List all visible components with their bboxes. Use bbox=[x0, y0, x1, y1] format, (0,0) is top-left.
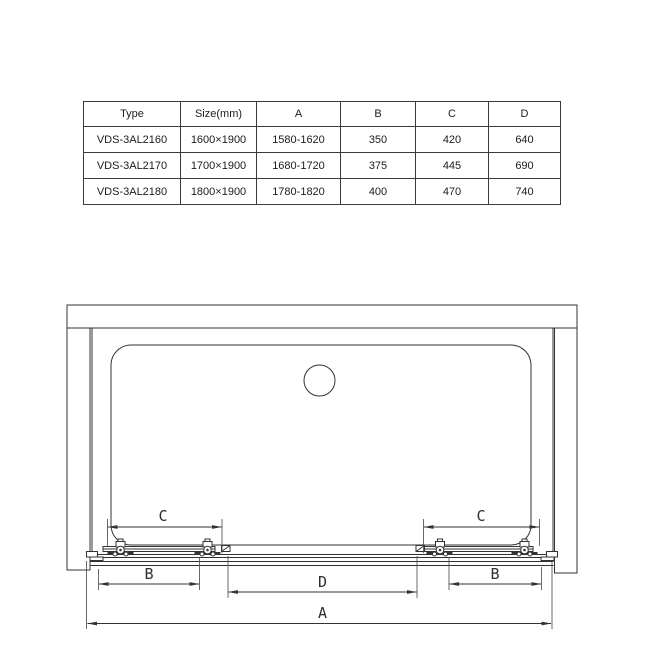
cell-b: 350 bbox=[341, 127, 416, 153]
header-type: Type bbox=[84, 102, 181, 127]
header-size: Size(mm) bbox=[181, 102, 257, 127]
cell-a: 1680-1720 bbox=[257, 153, 341, 179]
sliding-door-right bbox=[416, 539, 538, 556]
brick-wall-top bbox=[67, 305, 577, 328]
cell-size: 1600×1900 bbox=[181, 127, 257, 153]
cell-a: 1580-1620 bbox=[257, 127, 341, 153]
wall-profile-right bbox=[541, 557, 554, 561]
dimension-d bbox=[228, 556, 417, 598]
table-row bbox=[84, 127, 561, 153]
drain-circle bbox=[304, 365, 335, 396]
cell-d: 740 bbox=[489, 179, 561, 205]
door-stopper-left bbox=[222, 546, 231, 552]
shower-enclosure-plan-drawing bbox=[0, 280, 650, 650]
cell-size: 1800×1900 bbox=[181, 179, 257, 205]
door-track bbox=[87, 552, 558, 566]
cell-b: 400 bbox=[341, 179, 416, 205]
cell-type: VDS-3AL2160 bbox=[84, 127, 181, 153]
cell-d: 690 bbox=[489, 153, 561, 179]
wall-profile-left bbox=[90, 557, 103, 561]
header-c: C bbox=[416, 102, 489, 127]
dimension-a bbox=[87, 561, 553, 629]
header-a: A bbox=[257, 102, 341, 127]
cell-type: VDS-3AL2170 bbox=[84, 153, 181, 179]
track-end-cap-right bbox=[547, 552, 558, 558]
sliding-door-left bbox=[103, 539, 230, 556]
dim-label-c-right: C bbox=[476, 507, 486, 525]
cell-c: 470 bbox=[416, 179, 489, 205]
shower-tray bbox=[111, 345, 531, 545]
table-row bbox=[84, 153, 561, 179]
dim-label-b-right: B bbox=[490, 565, 500, 583]
brick-wall-left bbox=[67, 328, 90, 570]
header-b: B bbox=[341, 102, 416, 127]
cell-b: 375 bbox=[341, 153, 416, 179]
cell-d: 640 bbox=[489, 127, 561, 153]
table-header-row bbox=[84, 102, 561, 127]
brick-wall-right bbox=[555, 328, 578, 573]
dimension-spec-table bbox=[83, 101, 561, 205]
cell-type: VDS-3AL2180 bbox=[84, 179, 181, 205]
cell-size: 1700×1900 bbox=[181, 153, 257, 179]
cell-c: 420 bbox=[416, 127, 489, 153]
dim-label-a: A bbox=[317, 604, 328, 622]
cell-c: 445 bbox=[416, 153, 489, 179]
dim-label-c-left: C bbox=[158, 507, 168, 525]
track-end-cap-left bbox=[87, 552, 98, 558]
table-row bbox=[84, 179, 561, 205]
dim-label-b-left: B bbox=[144, 565, 154, 583]
dim-label-d: D bbox=[317, 573, 328, 591]
header-d: D bbox=[489, 102, 561, 127]
cell-a: 1780-1820 bbox=[257, 179, 341, 205]
